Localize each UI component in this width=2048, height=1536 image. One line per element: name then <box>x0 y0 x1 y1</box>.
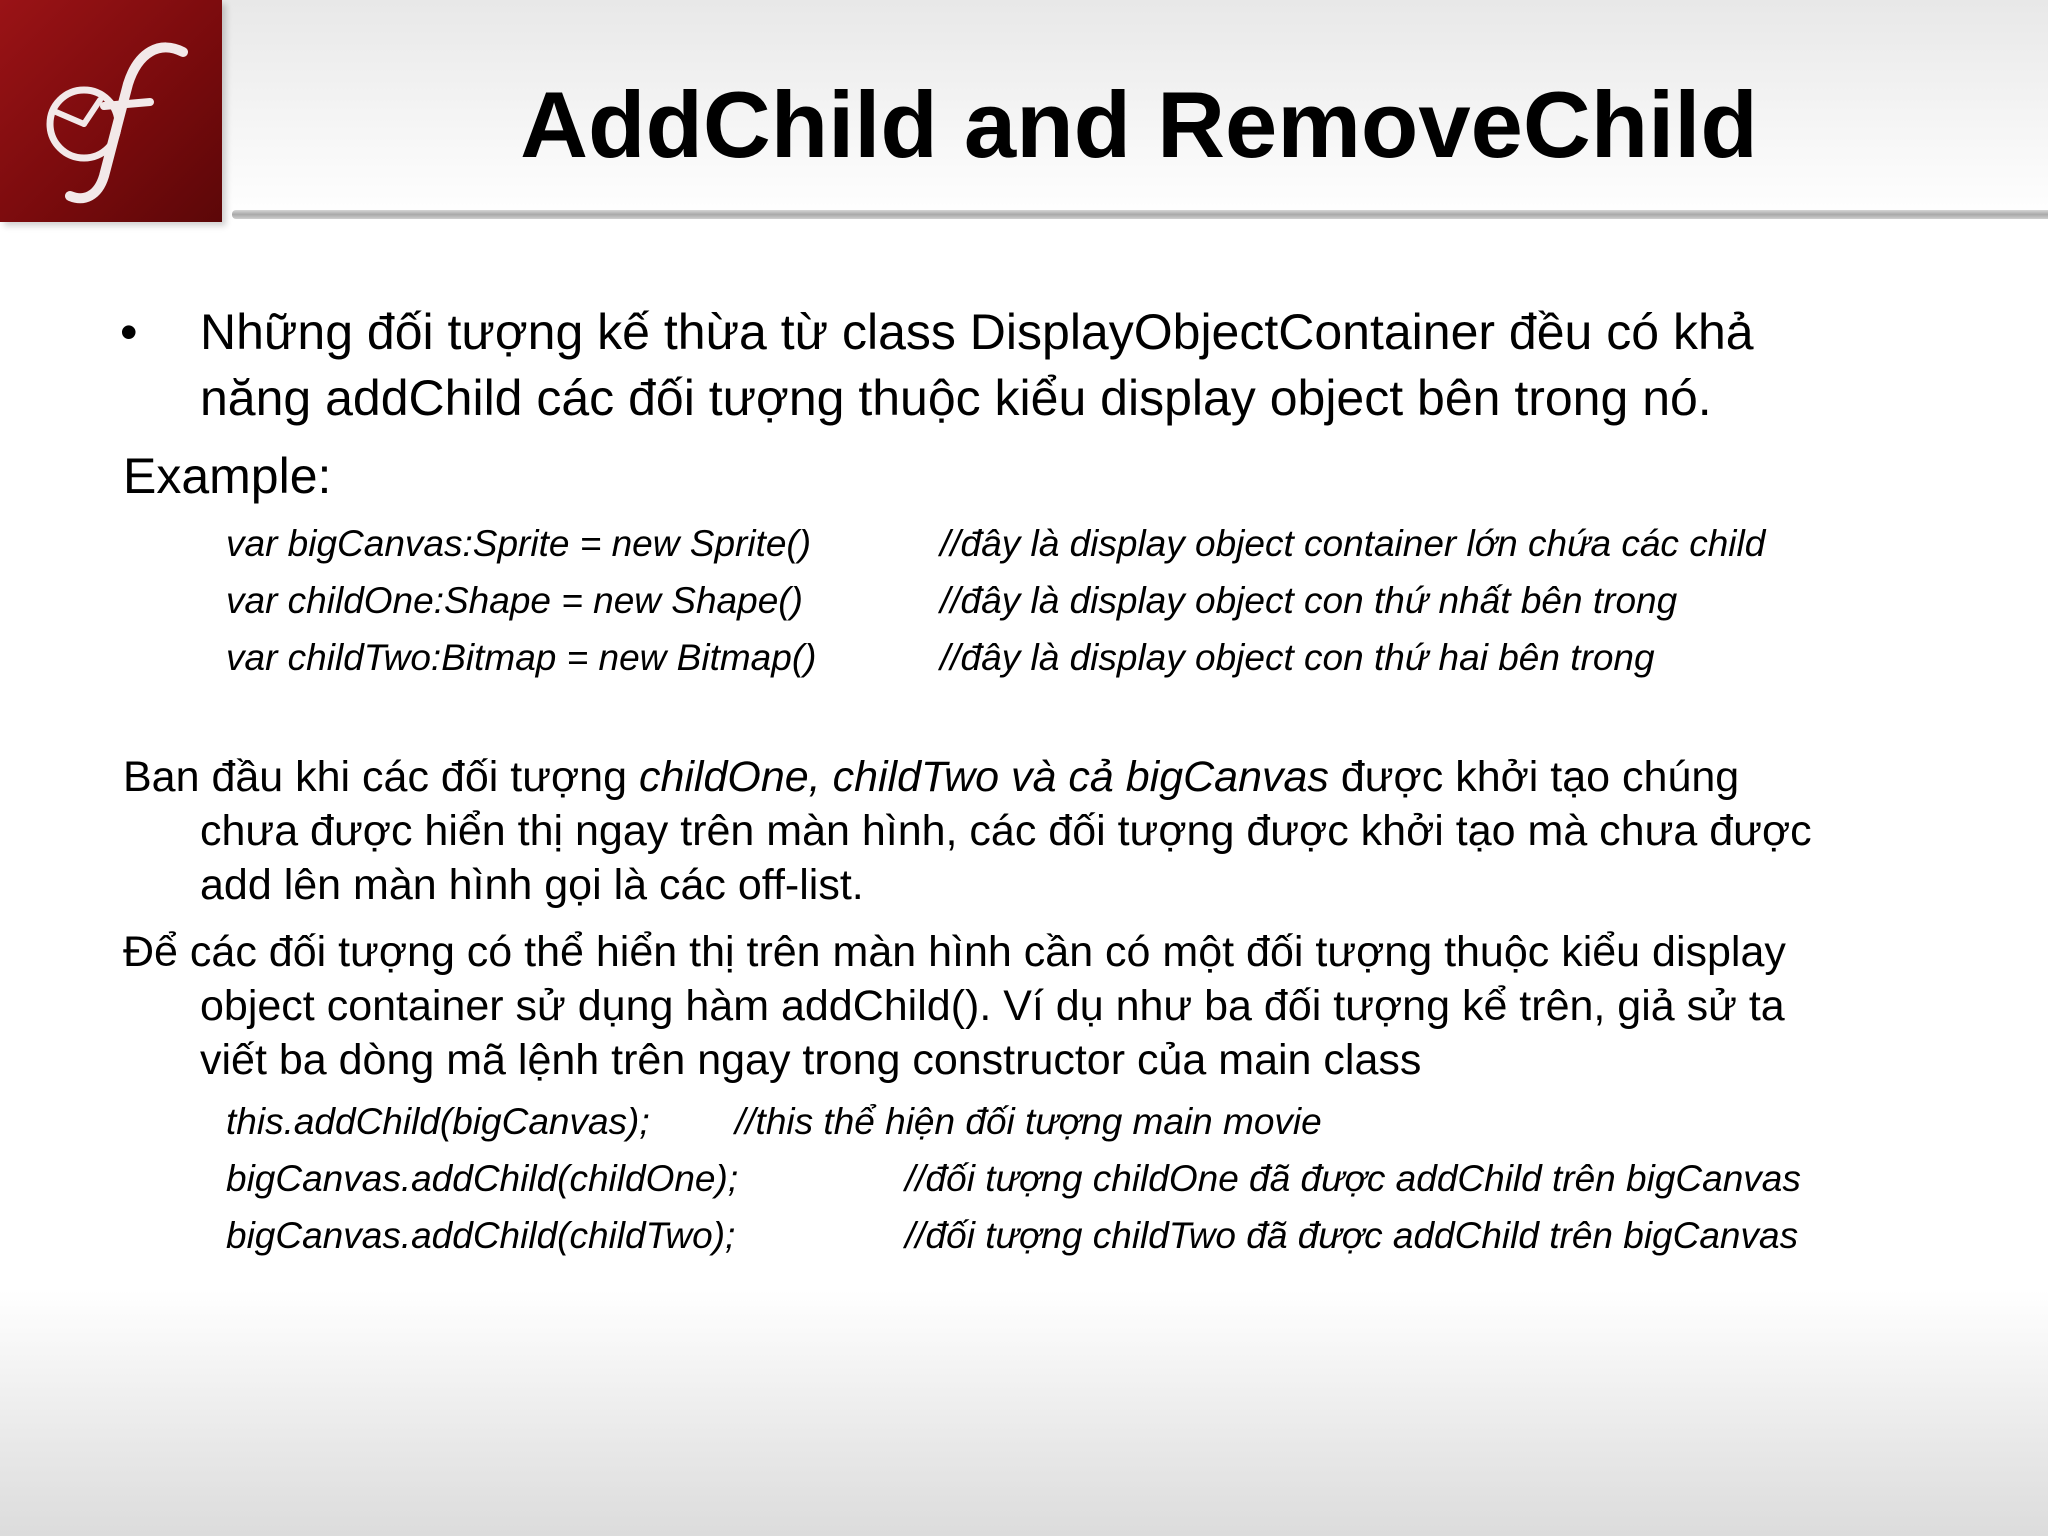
code2-comment-3: //đối tượng childTwo đã được addChild trên bigCanvas <box>905 1215 1799 1256</box>
flash-logo <box>0 0 222 222</box>
title-divider <box>232 210 2048 219</box>
code1-comment-3: //đây là display object con thứ hai bên trong <box>940 637 1655 678</box>
para2-line-3: viết ba dòng mã lệnh trên ngay trong constructor của main class <box>200 1036 1422 1084</box>
bullet-marker: • <box>120 304 138 360</box>
para1-line-1 <box>123 750 1739 804</box>
code1-line-1: var bigCanvas:Sprite = new Sprite() <box>226 523 812 564</box>
para2-line-1: Để các đối tượng có thể hiển thị trên màn hình cần có một đối tượng thuộc kiểu display <box>123 928 1786 976</box>
code2-line-3: bigCanvas.addChild(childTwo); <box>226 1215 736 1256</box>
para1-text-a: Ban đầu khi các đối tượng <box>123 753 639 801</box>
para1-italic-names: childOne, childTwo và cả bigCanvas <box>638 753 1329 801</box>
example-label: Example: <box>123 448 332 504</box>
bullet-line-2: năng addChild các đối tượng thuộc kiểu display object bên trong nó. <box>200 370 1712 426</box>
code2-line-1: this.addChild(bigCanvas); <box>226 1101 650 1142</box>
para1-line-2: chưa được hiển thị ngay trên màn hình, các đối tượng được khởi tạo mà chưa được <box>200 807 1812 855</box>
code2-comment-2: //đối tượng childOne đã được addChild trên bigCanvas <box>905 1158 1801 1199</box>
code2-line-2: bigCanvas.addChild(childOne); <box>226 1158 739 1199</box>
slide-title: AddChild and RemoveChild <box>520 72 1758 177</box>
bullet-line-1: Những đối tượng kế thừa từ class DisplayObjectContainer đều có khả <box>200 304 1754 360</box>
code1-comment-2: //đây là display object con thứ nhất bên trong <box>940 580 1678 621</box>
code1-line-2: var childOne:Shape = new Shape() <box>226 580 803 621</box>
para2-line-2: object container sử dụng hàm addChild(). Ví dụ như ba đối tượng kể trên, giả sử ta <box>200 982 1785 1030</box>
code2-comment-1: //this thể hiện đối tượng main movie <box>735 1101 1322 1142</box>
para1-text-b: được khởi tạo chúng <box>1328 753 1740 801</box>
code1-comment-1: //đây là display object container lớn chứa các child <box>940 523 1766 564</box>
flash-logo-icon <box>0 0 222 222</box>
code1-line-3: var childTwo:Bitmap = new Bitmap() <box>226 637 817 678</box>
para1-line-3: add lên màn hình gọi là các off-list. <box>200 861 864 909</box>
